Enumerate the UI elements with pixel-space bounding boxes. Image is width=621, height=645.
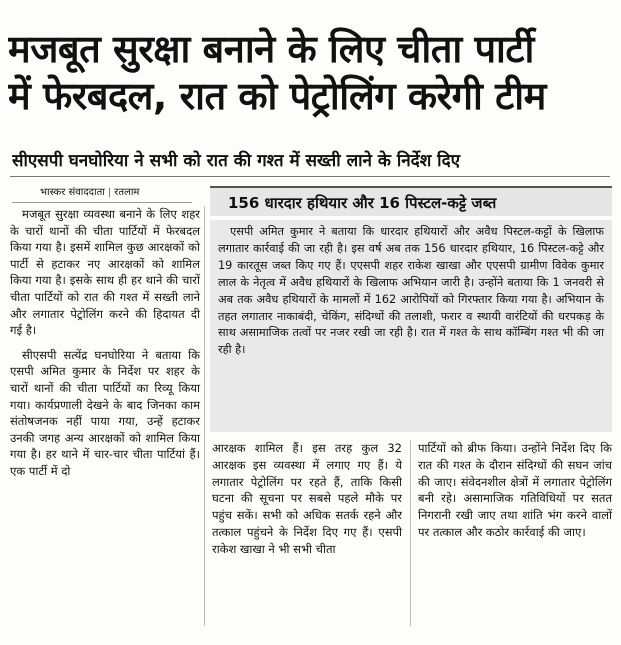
byline [40, 186, 139, 200]
byline-divider [12, 202, 192, 203]
subheadline-divider [10, 176, 610, 177]
column-divider-right [410, 440, 411, 626]
byline-city: रतलाम [114, 187, 140, 198]
article-column-left [10, 206, 200, 480]
subheadline: सीएसपी घनघोरिया ने सभी को रात की गश्त में सख्ती लाने के निर्देश दिए [12, 151, 460, 171]
column-divider-left [204, 206, 205, 626]
sidebar-heading: 156 धारदार हथियार और 16 पिस्टल-कट्टे जब्त [210, 186, 612, 216]
article-column-middle [212, 440, 402, 558]
sidebar-body: एसपी अमित कुमार ने बताया कि धारदार हथियारों और अवैध पिस्टल-कट्टों के खिलाफ लगातार कार्रवाई की जा रही है। इस वर्ष अब तक 156 धारदार हथियार, 16 पिस्टल-कट्टे और 19 कारतूस जब्त किए गए हैं। एएसपी शहर राकेश खाखा और एएसपी ग्रामीण विवेक कुमार लाल के नेतृत्व में अवैध हथियारों के खिलाफ अभियान जारी है। उन्होंने बताया कि 1 जनवरी से अब तक अवैध हथियारों के मामलों में 162 आरोपियों को गिरफ्तार किया गया है। अभियान के तहत लगातार नाकाबंदी, चेकिंग, संदिग्धों की तलाशी, फरार व स्थायी वारंटियों की धरपकड़ के साथ असामाजिक तत्वों पर नजर रखी जा रही है। रात में गश्त के साथ कॉम्बिंग गश्त भी की जा रही है। [218, 225, 604, 357]
article-paragraph-2: सीएसपी सत्येंद्र घनघोरिया ने बताया कि एसपी अमित कुमार के निर्देश पर शहर के चारों थानों की चीता पार्टियों का रिव्यू किया गया। कार्यप्रणाली देखने के बाद जिनका काम संतोषजनक नहीं पाया गया, उन्हें हटाकर उनकी जगह अन्य आरक्षकों को शामिल किया गया है। हर थाने में चार-चार चीता पार्टियां हैं। एक पार्टी में दो [10, 347, 200, 478]
headline [8, 26, 613, 120]
headline-line-2: में फेरबदल, रात को पेट्रोलिंग करेगी टीम [8, 74, 546, 118]
article-column-right [418, 440, 612, 541]
article-paragraph-1: मजबूत सुरक्षा व्यवस्था बनाने के लिए शहर के चारों थानों की चीता पार्टियों में फेरबदल किया गया है। इसमें शामिल कुछ आरक्षकों को पार्टी से हटाकर नए आरक्षकों को शामिल किया गया है। इसके साथ ही हर थाने की चारों चीता पार्टियों को रात की गश्त में सख्ती लाने और लगातार पेट्रोलिंग करने की हिदायत दी गई है। [10, 207, 200, 338]
byline-reporter: भास्कर संवाददाता [40, 187, 105, 198]
article-paragraph-4: पार्टियों को ब्रीफ किया। उन्होंने निर्देश दिए कि रात की गश्त के दौरान संदिग्धों की सघन जांच की जाए। संवेदनशील क्षेत्रों में लगातार पेट्रोलिंग बनी रहे। असामाजिक गतिविधियों पर सतत निगरानी रखी जाए तथा शांति भंग करने वालों पर तत्काल और कठोर कार्रवाई की जाए। [418, 441, 612, 539]
headline-line-1: मजबूत सुरक्षा बनाने के लिए चीता पार्टी [8, 27, 534, 71]
byline-separator: | [107, 187, 112, 198]
sidebar-box [210, 220, 612, 432]
article-paragraph-3: आरक्षक शामिल हैं। इस तरह कुल 32 आरक्षक इस व्यवस्था में लगाए गए हैं। ये लगातार पेट्रोलिंग पर रहते हैं, ताकि किसी घटना की सूचना पर सबसे पहले मौके पर पहुंच सकें। सभी को अधिक सतर्क रहने और तत्काल पहुंचने के निर्देश दिए गए हैं। एसपी राकेश खाखा ने भी सभी चीता [212, 441, 402, 556]
